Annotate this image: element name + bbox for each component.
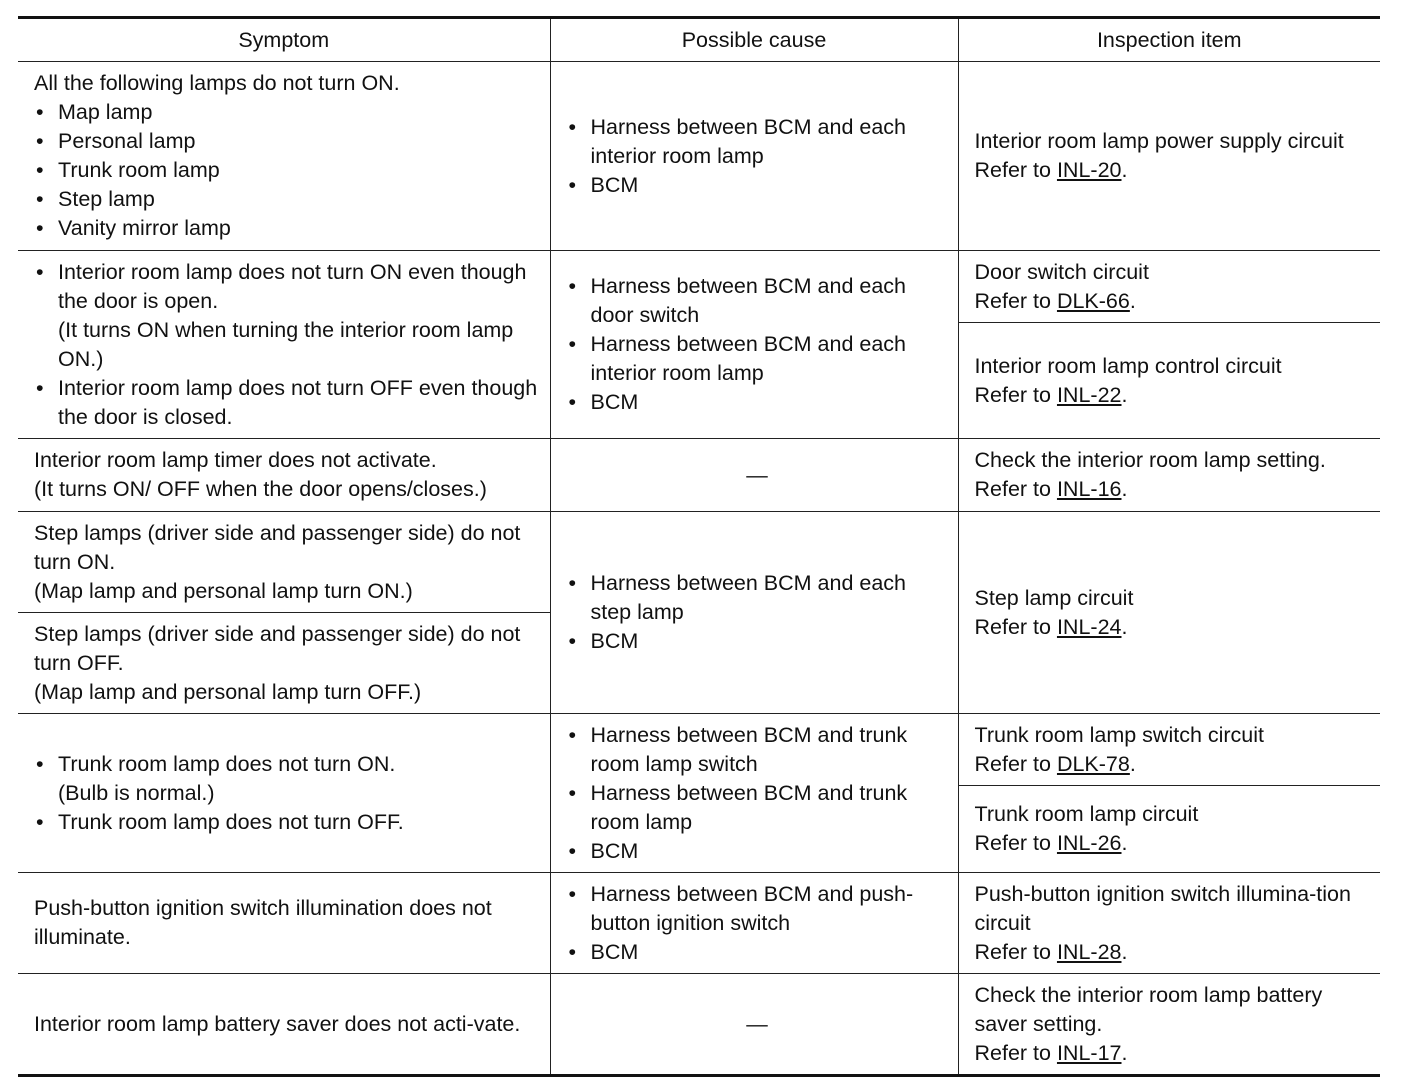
list-item: • BCM [567,627,948,656]
table-row [18,714,1380,786]
symptom-note: (Map lamp and personal lamp turn OFF.) [34,679,422,704]
inspection-title: Interior room lamp power supply circuit [974,129,1344,153]
list-item: • Trunk room lamp [34,156,540,185]
refer-line: Refer to DLK-66. [974,288,1136,313]
list-item: • Harness between BCM and push-button ignition switch [567,880,948,938]
refer-label: Refer to [974,382,1057,407]
symptom-cell [18,251,550,439]
symptom-text: Interior room lamp battery saver does not acti-vate. [34,1011,521,1036]
symptom-cell [18,62,550,251]
cause-list [567,880,948,967]
reference-link[interactable]: INL-26 [1056,831,1122,855]
reference-link[interactable]: DLK-78 [1056,751,1130,776]
inspection-title: Check the interior room lamp battery saver setting. [974,982,1323,1036]
list-item: • Harness between BCM and each interior room lamp [567,113,948,171]
reference-link[interactable]: DLK-66 [1056,288,1130,313]
refer-label: Refer to [974,477,1057,501]
reference-link[interactable]: INL-22 [1056,382,1122,407]
refer-label: Refer to [974,831,1057,855]
list-item: • Step lamp [34,185,540,214]
refer-label: Refer to [974,939,1057,964]
inspection-title: Step lamp circuit [974,585,1134,610]
inspection-cell [958,251,1380,323]
symptom-text: Step lamps (driver side and passenger side) do not turn ON. [34,520,521,574]
list-item [34,258,540,374]
refer-line: Refer to DLK-78. [974,751,1136,776]
cause-cell: — [550,974,958,1076]
symptom-cell [18,439,550,512]
table-row [18,974,1380,1076]
cause-cell [550,251,958,439]
cause-cell [550,714,958,873]
header-symptom: Symptom [18,18,550,62]
inspection-title: Trunk room lamp switch circuit [974,722,1265,747]
symptom-cell [18,714,550,873]
list-item: • Harness between BCM and each interior room lamp [567,330,948,388]
refer-line: Refer to INL-20. [974,158,1128,182]
symptom-list [34,98,540,243]
table-row [18,62,1380,251]
table-row [18,439,1380,512]
inspection-cell [958,873,1380,974]
list-item: • Harness between BCM and trunk room lamp [567,779,948,837]
symptom-note: (Map lamp and personal lamp turn ON.) [34,578,413,603]
symptom-cell [18,512,550,613]
symptom-text: Interior room lamp does not turn ON even though the door is open. [58,259,527,313]
diagnosis-table [18,16,1380,1077]
list-item: • Vanity mirror lamp [34,214,540,243]
list-item [34,374,540,432]
cause-cell [550,62,958,251]
cause-list [567,721,948,866]
table-row [18,512,1380,613]
cause-cell [550,512,958,714]
refer-label: Refer to [974,614,1057,639]
inspection-title: Push-button ignition switch illumina-tion circuit [974,881,1351,935]
cause-cell [550,873,958,974]
inspection-title: Interior room lamp control circuit [974,353,1282,378]
cause-cell: — [550,439,958,512]
cause-list [567,569,948,656]
refer-line: Refer to INL-22. [974,382,1128,407]
inspection-cell [958,512,1380,714]
symptom-note: (It turns ON/ OFF when the door opens/closes.) [34,477,487,501]
table-row [18,873,1380,974]
header-possible-cause: Possible cause [550,18,958,62]
symptom-text: Interior room lamp timer does not activate. [34,448,437,472]
refer-label: Refer to [974,158,1057,182]
table-header-row [18,18,1380,62]
inspection-cell [958,323,1380,439]
inspection-cell [958,786,1380,873]
cause-list [567,113,948,200]
list-item: • BCM [567,171,948,200]
list-item: • Harness between BCM and trunk room lamp switch [567,721,948,779]
symptom-list [34,750,540,837]
refer-line: Refer to INL-17. [974,1040,1128,1065]
reference-link[interactable]: INL-20 [1056,158,1122,182]
header-inspection-item: Inspection item [958,18,1380,62]
refer-label: Refer to [974,288,1057,313]
inspection-title: Check the interior room lamp setting. [974,448,1326,472]
list-item: • BCM [567,837,948,866]
symptom-text: Trunk room lamp does not turn OFF. [58,809,404,834]
symptom-cell [18,873,550,974]
list-item: • Map lamp [34,98,540,127]
inspection-cell [958,439,1380,512]
refer-line: Refer to INL-16. [974,477,1128,501]
symptom-text: • Trunk room lamp does not turn ON. [58,751,396,776]
refer-label: Refer to [974,1040,1057,1065]
symptom-note: (Bulb is normal.) [58,780,215,805]
symptom-text: Step lamps (driver side and passenger side) do not turn OFF. [34,621,521,675]
list-item: • BCM [567,388,948,417]
reference-link[interactable]: INL-17 [1056,1040,1122,1065]
list-item: • Harness between BCM and each door switch [567,272,948,330]
inspection-cell [958,62,1380,251]
refer-line: Refer to INL-28. [974,939,1128,964]
symptom-cell [18,974,550,1076]
reference-link[interactable]: INL-16 [1056,477,1122,501]
reference-link[interactable]: INL-28 [1056,939,1122,964]
list-item: • Personal lamp [34,127,540,156]
list-item [34,808,540,837]
inspection-cell [958,974,1380,1076]
refer-label: Refer to [974,751,1057,776]
symptom-text: Push-button ignition switch illumination does not illuminate. [34,896,492,949]
inspection-title: Door switch circuit [974,259,1149,284]
list-item: • BCM [567,938,948,967]
inspection-title: Trunk room lamp circuit [974,802,1199,826]
inspection-cell [958,714,1380,786]
table-row [18,251,1380,323]
symptom-list [34,258,540,432]
symptom-text: Interior room lamp does not turn OFF even though the door is closed. [58,375,538,429]
refer-line: Refer to INL-24. [974,614,1128,639]
reference-link[interactable]: INL-24 [1056,614,1122,639]
list-item: • Harness between BCM and each step lamp [567,569,948,627]
refer-line: Refer to INL-26. [974,831,1128,855]
symptom-cell [18,613,550,714]
cause-list [567,272,948,417]
list-item [34,750,540,808]
symptom-note: (It turns ON when turning the interior room lamp ON.) [58,317,514,371]
symptom-text: All the following lamps do not turn ON. [34,71,400,95]
